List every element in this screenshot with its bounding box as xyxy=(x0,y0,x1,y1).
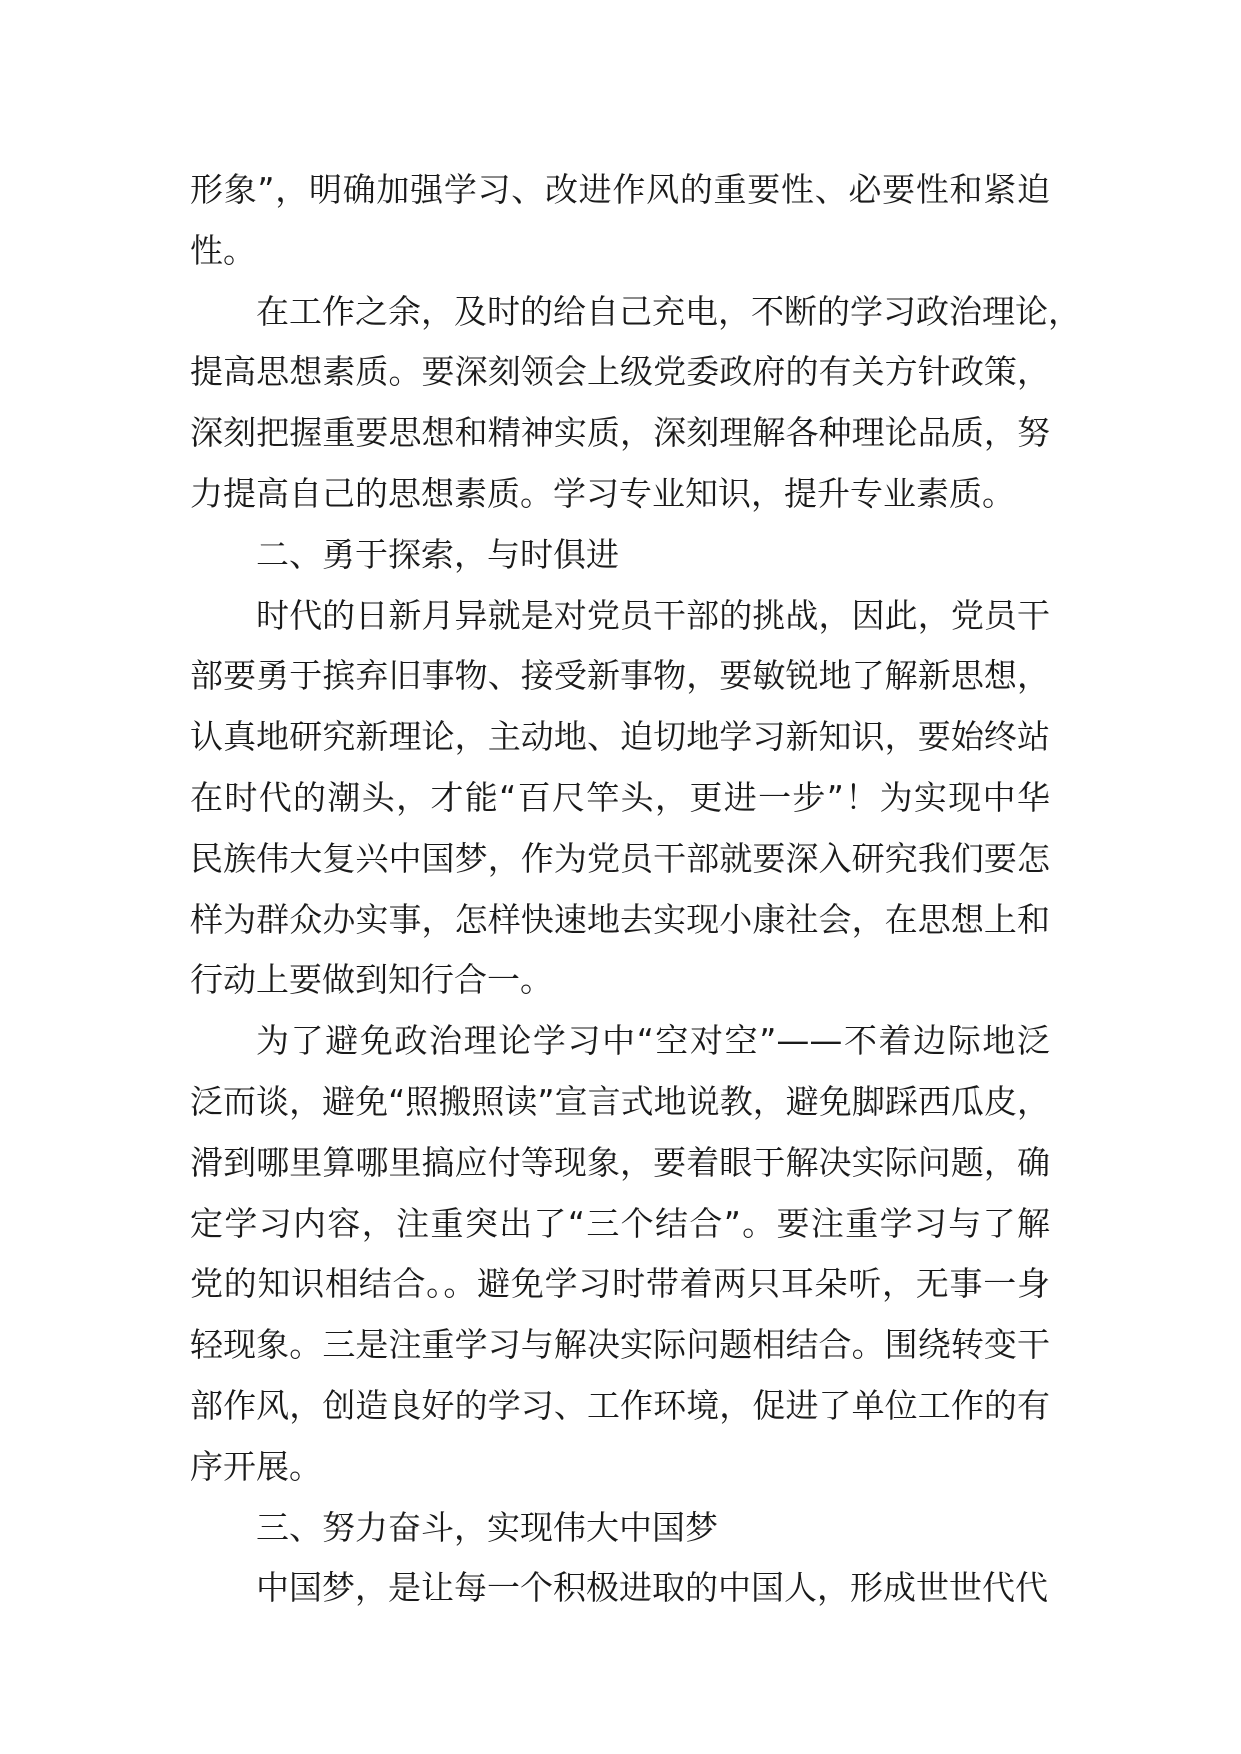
text-line: 性。 xyxy=(190,230,256,270)
text-line: 在工作之余，及时的给自己充电，不断的学习政治理论， xyxy=(256,291,1081,331)
text-line: 时代的日新月异就是对党员干部的挑战，因此，党员干 xyxy=(256,595,1050,635)
text-line: 滑到哪里算哪里搞应付等现象，要着眼于解决实际问题，确 xyxy=(190,1142,1050,1182)
text-line: 部作风，创造良好的学习、工作环境，促进了单位工作的有 xyxy=(190,1385,1050,1425)
text-line: 在时代的潮头，才能“百尺竿头，更进一步”！为实现中华 xyxy=(190,777,1050,817)
heading-text: 三、努力奋斗，实现伟大中国梦 xyxy=(256,1507,718,1547)
text-line: 样为群众办实事，怎样快速地去实现小康社会，在思想上和 xyxy=(190,899,1050,939)
section-heading xyxy=(190,1498,1050,1559)
text-line: 为了避免政治理论学习中“空对空”——不着边际地泛 xyxy=(256,1021,1050,1061)
heading-text: 二、勇于探索，与时俱进 xyxy=(256,534,619,574)
paragraph xyxy=(190,282,1081,525)
text-line: 党的知识相结合。。避免学习时带着两只耳朵听，无事一身 xyxy=(190,1264,1050,1304)
text-line: 序开展。 xyxy=(190,1446,322,1486)
text-line: 中国梦，是让每一个积极进取的中国人，形成世世代代 xyxy=(256,1568,1048,1608)
text-line: 民族伟大复兴中国梦，作为党员干部就要深入研究我们要怎 xyxy=(190,838,1050,878)
paragraph xyxy=(190,586,1050,1012)
text-line: 轻现象。三是注重学习与解决实际问题相结合。围绕转变干 xyxy=(190,1325,1050,1365)
document-body xyxy=(190,160,1081,1619)
text-line: 深刻把握重要思想和精神实质，深刻理解各种理论品质，努 xyxy=(190,413,1050,453)
paragraph xyxy=(190,160,1050,282)
text-line: 部要勇于摈弃旧事物、接受新事物，要敏锐地了解新思想， xyxy=(190,656,1050,696)
paragraph xyxy=(190,1011,1050,1497)
text-line: 认真地研究新理论，主动地、迫切地学习新知识，要始终站 xyxy=(190,717,1050,757)
text-line: 形象”，明确加强学习、改进作风的重要性、必要性和紧迫 xyxy=(190,170,1050,209)
text-line: 泛而谈，避免“照搬照读”宣言式地说教，避免脚踩西瓜皮， xyxy=(190,1081,1050,1121)
text-line: 定学习内容，注重突出了“三个结合”。要注重学习与了解 xyxy=(190,1203,1050,1243)
text-line: 行动上要做到知行合一。 xyxy=(190,960,553,1000)
section-heading xyxy=(190,525,1050,586)
text-line: 提高思想素质。要深刻领会上级党委政府的有关方针政策， xyxy=(190,352,1050,392)
text-line: 力提高自己的思想素质。学习专业知识，提升专业素质。 xyxy=(190,473,1015,513)
paragraph xyxy=(190,1558,1050,1619)
